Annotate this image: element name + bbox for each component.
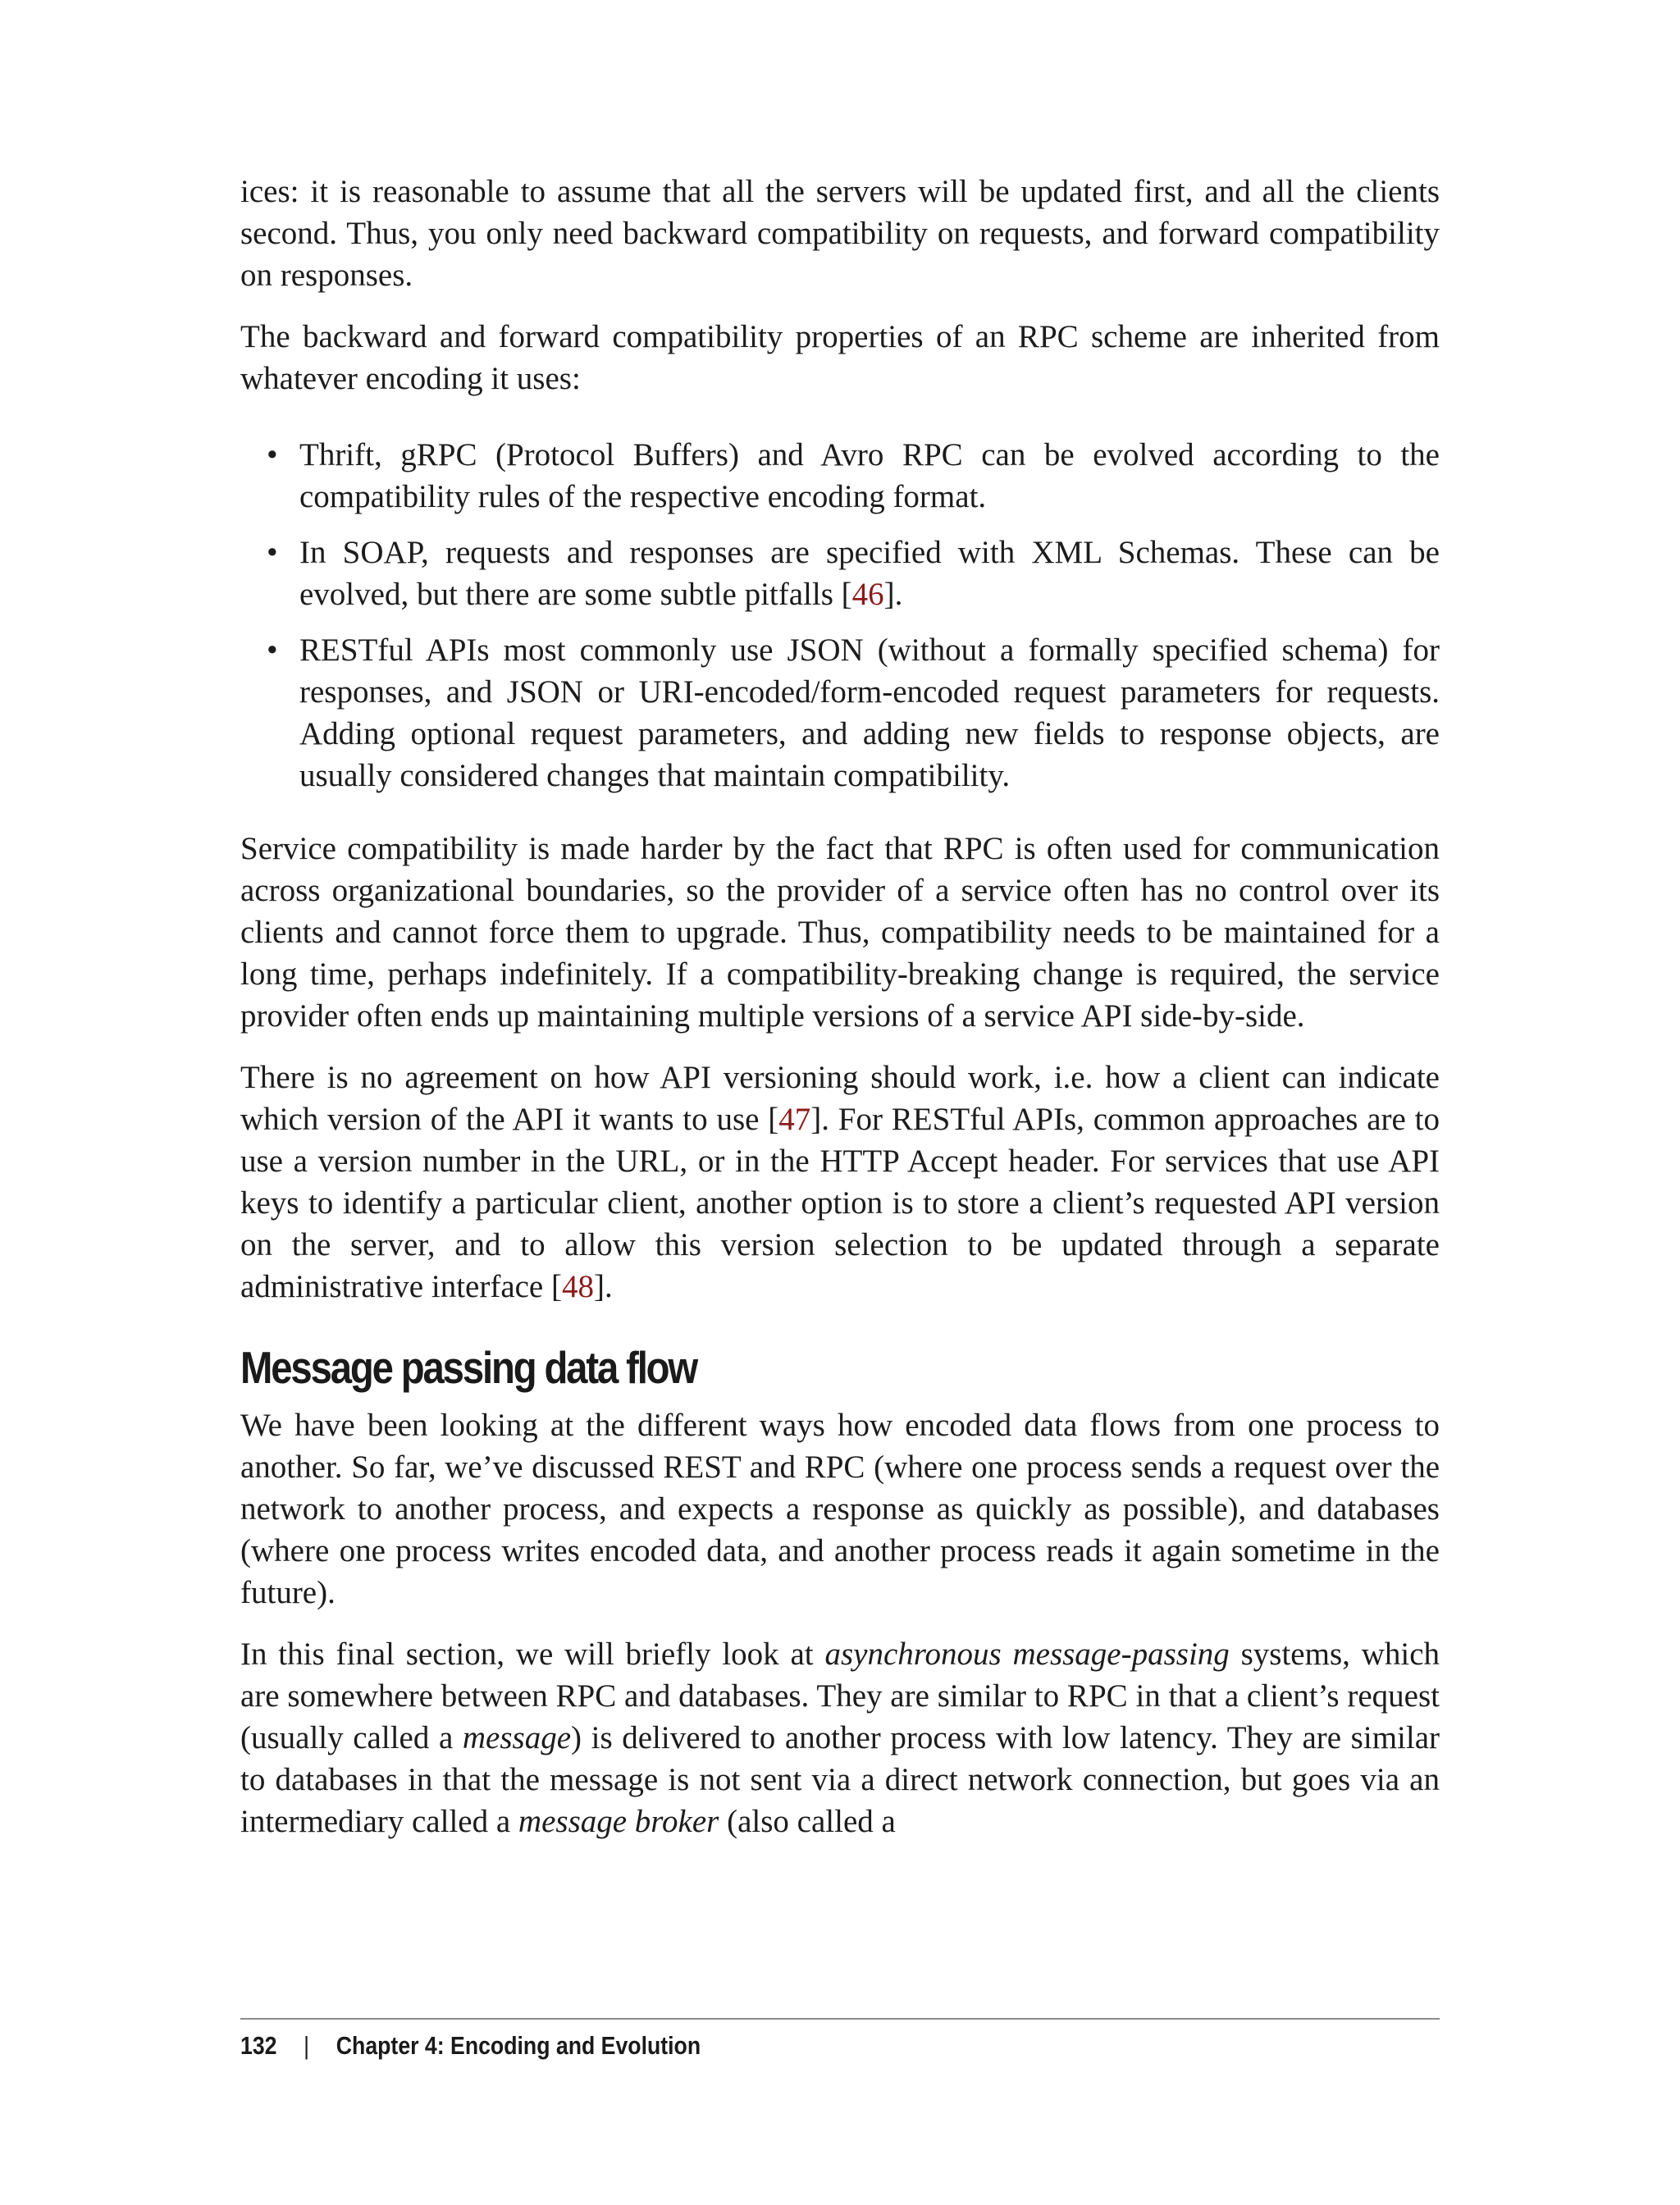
page-number: 132 [240, 2031, 277, 2060]
bullet-icon: • [267, 535, 278, 570]
chapter-title: Chapter 4: Encoding and Evolution [336, 2031, 701, 2060]
list-item-text: Thrift, gRPC (Protocol Buffers) and Avro RPC can be evolved according to the compatibility rules of the respective encoding format. [299, 437, 1440, 514]
citation-link-48[interactable]: 48 [561, 1269, 594, 1304]
encoding-list [240, 434, 1440, 797]
emphasis-term: message broker [518, 1804, 719, 1839]
list-item-text: In SOAP, requests and responses are specified with XML Schemas. These can be evolved, but there are some subtle pitfalls [ [299, 535, 1440, 612]
text-run: ]. For RESTful APIs, common approaches are to use a version number in the URL, or in the HTTP Accept header. For services that use API keys to identify a particular client, another option is to store a client’s requested API version on the server, and to allow this version selection to be updated through a separate administrative interface [ [240, 1102, 1440, 1304]
text-run: systems, which are somewhere between RPC and databases. They are similar to RPC in that a client’s request (usually called a [240, 1637, 1440, 1755]
emphasis-term: asynchronous message-passing [824, 1637, 1230, 1672]
paragraph-api-versioning [240, 1057, 1440, 1308]
citation-link-46[interactable]: 46 [851, 577, 884, 612]
citation-link-47[interactable]: 47 [778, 1102, 811, 1137]
section-heading: Message passing data flow [240, 1342, 697, 1393]
list-item-text-end: ]. [883, 577, 903, 612]
paragraph-dataflow-summary: We have been looking at the different ways how encoded data flows from one process to another. So far, we’ve discussed REST and RPC (where one process sends a request over the network to another process, and expects a response as quickly as possible), and databases (where one process writes encoded data, and another process reads it again sometime in the future). [240, 1408, 1440, 1610]
bullet-icon: • [267, 437, 278, 472]
list-item [267, 434, 1440, 518]
paragraph-compat-intro: ices: it is reasonable to assume that all the servers will be updated first, and all the clients second. Thus, you only need backward compatibility on requests, and forward compatibility on responses. [240, 174, 1440, 293]
text-run: In this final section, we will briefly look at [240, 1637, 825, 1672]
page-body [240, 171, 1440, 1862]
emphasis-term: message [462, 1720, 572, 1755]
bullet-icon: • [267, 632, 278, 668]
text-run: There is no agreement on how API versioning should work, i.e. how a client can indicate which version of the API it wants to use [ [240, 1060, 1440, 1137]
list-item-text: RESTful APIs most commonly use JSON (without a formally specified schema) for responses, and JSON or URI-encoded/form-encoded request parameters for requests. Adding optional request parameters, and adding new fields to response objects, are usually considered changes that maintain compatibility. [299, 632, 1440, 793]
paragraph-service-compat: Service compatibility is made harder by the fact that RPC is often used for communication across organizational boundaries, so the provider of a service often has no control over its clients and cannot force them to upgrade. Thus, compatibility needs to be maintained for a long time, perhaps indefinitely. If a compatibility-breaking change is required, the service provider often ends up maintaining multiple versions of a service API side-by-side. [240, 831, 1440, 1034]
page-footer [240, 2029, 701, 2062]
list-item [267, 532, 1440, 615]
text-run: ) is delivered to another process with low latency. They are similar to databases in that the message is not sent via a direct network connection, but goes via an intermediary called a [240, 1720, 1440, 1839]
list-item [267, 629, 1440, 797]
text-run: (also called a [719, 1804, 896, 1839]
text-run: ]. [593, 1269, 613, 1304]
paragraph-message-passing [240, 1633, 1440, 1842]
footer-separator: | [304, 2031, 310, 2060]
paragraph-rpc-encoding: The backward and forward compatibility properties of an RPC scheme are inherited from whatever encoding it uses: [240, 319, 1440, 396]
footer-divider [240, 2018, 1440, 2020]
